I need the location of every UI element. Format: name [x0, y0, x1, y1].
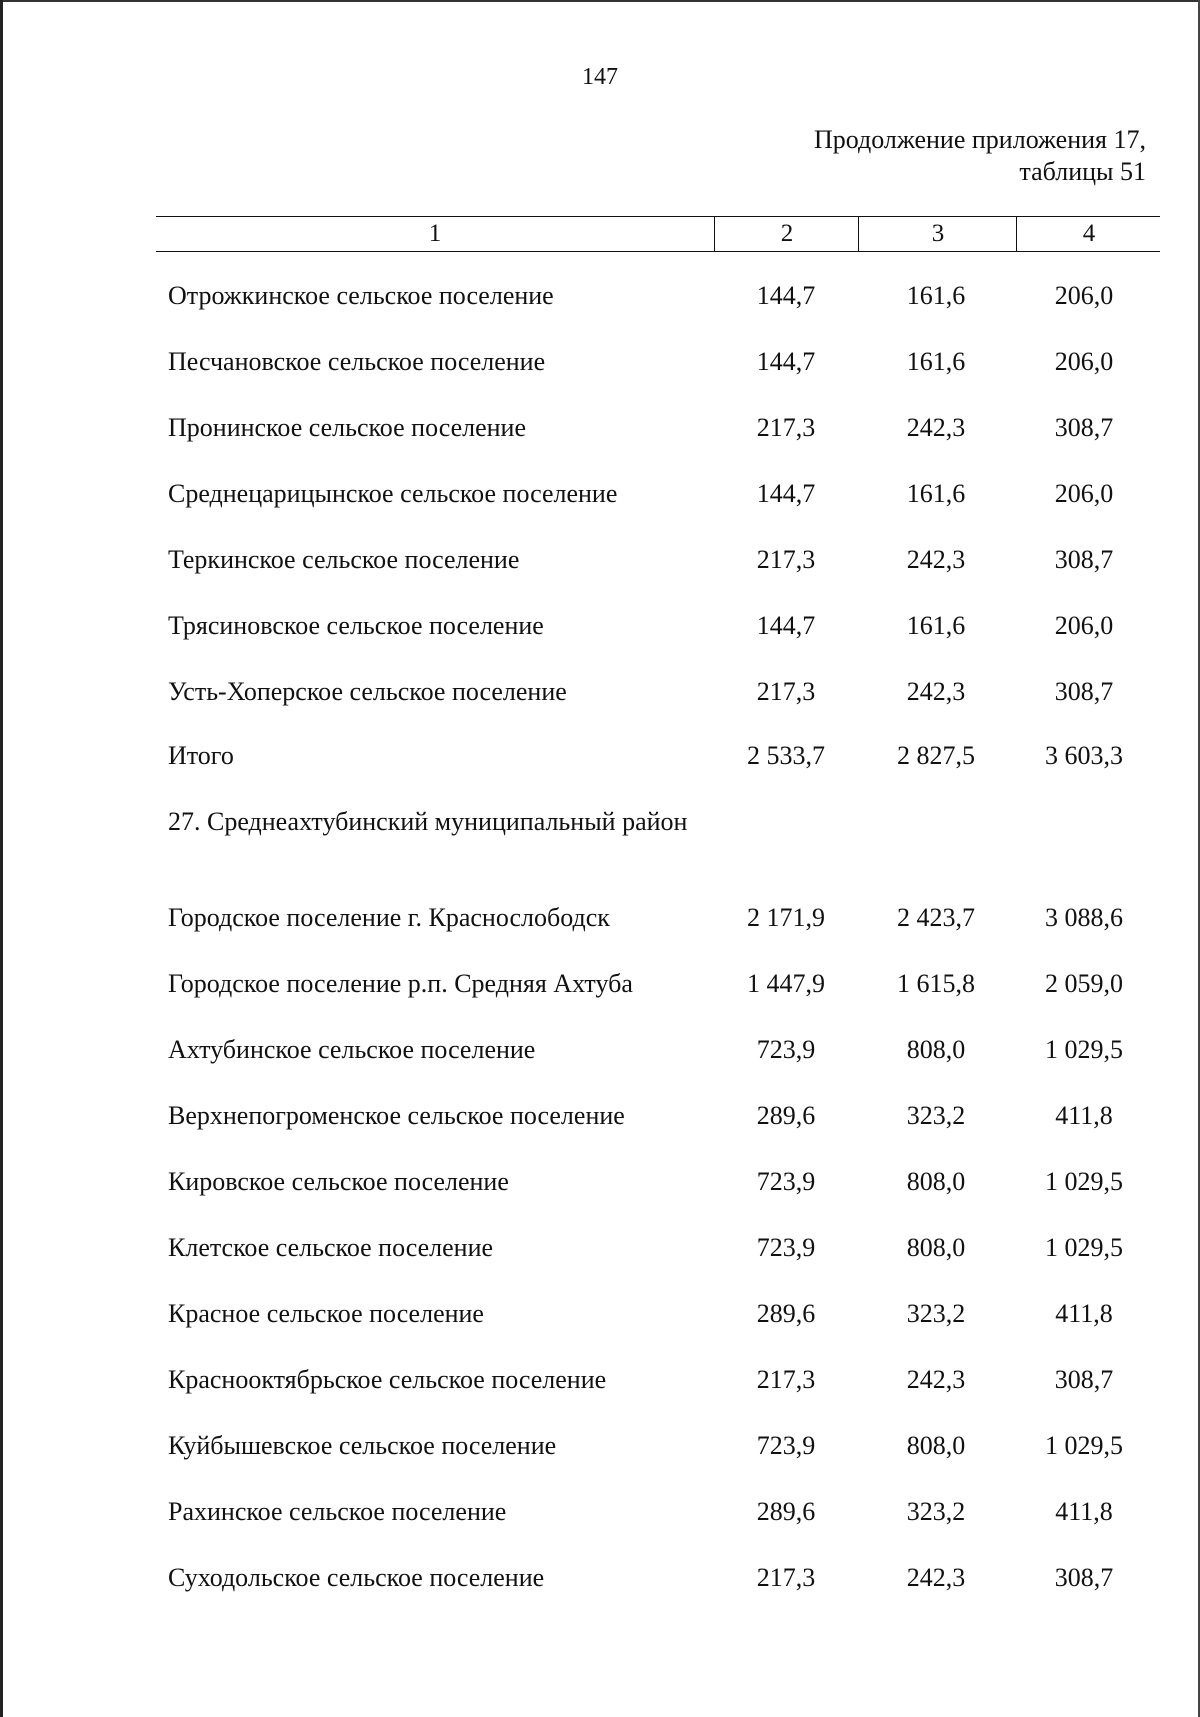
- value-col-3: 323,2: [906, 1101, 966, 1130]
- table-caption: [814, 124, 1146, 188]
- settlement-name: Куйбышевское сельское поселение: [168, 1431, 557, 1460]
- settlement-name: Рахинское сельское поселение: [168, 1497, 507, 1526]
- settlement-name: Суходольское сельское поселение: [168, 1563, 545, 1592]
- value-col-3: 808,0: [906, 1233, 966, 1262]
- value-col-2: 1 447,9: [747, 969, 825, 998]
- settlement-name: Пронинское сельское поселение: [168, 413, 527, 442]
- value-col-4: 206,0: [1054, 611, 1114, 640]
- value-col-2: 144,7: [756, 611, 816, 640]
- column-header-2: 2: [714, 217, 859, 251]
- value-col-2: 723,9: [756, 1167, 816, 1196]
- value-col-4: 1 029,5: [1045, 1233, 1123, 1262]
- value-col-4: 206,0: [1054, 347, 1114, 376]
- value-col-3: 1 615,8: [897, 969, 975, 998]
- value-col-2: 723,9: [756, 1431, 816, 1460]
- value-col-2: 289,6: [756, 1497, 816, 1526]
- total-col-3: 2 827,5: [897, 741, 975, 770]
- value-col-2: 144,7: [756, 479, 816, 508]
- value-col-3: 161,6: [906, 479, 966, 508]
- settlement-name: Усть-Хоперское сельское поселение: [168, 677, 567, 706]
- value-col-3: 242,3: [906, 413, 966, 442]
- value-col-4: 411,8: [1055, 1101, 1113, 1130]
- value-col-2: 2 171,9: [747, 903, 825, 932]
- value-col-4: 1 029,5: [1045, 1431, 1123, 1460]
- value-col-2: 289,6: [756, 1299, 816, 1328]
- settlement-name: Верхнепогроменское сельское поселение: [168, 1101, 625, 1130]
- settlement-name: Теркинское сельское поселение: [168, 545, 520, 574]
- value-col-4: 411,8: [1055, 1497, 1113, 1526]
- value-col-4: 308,7: [1054, 677, 1114, 706]
- settlement-name: Городское поселение г. Краснослободск: [168, 903, 610, 932]
- value-col-4: 206,0: [1054, 281, 1114, 310]
- page-number: 147: [582, 64, 618, 90]
- value-col-4: 308,7: [1054, 545, 1114, 574]
- total-col-2: 2 533,7: [747, 741, 825, 770]
- settlement-name: Песчановское сельское поселение: [168, 347, 546, 376]
- table-header: [156, 216, 1160, 252]
- value-col-2: 217,3: [756, 677, 816, 706]
- value-col-2: 723,9: [756, 1035, 816, 1064]
- value-col-4: 308,7: [1054, 1365, 1114, 1394]
- value-col-4: 308,7: [1054, 1563, 1114, 1592]
- value-col-4: 1 029,5: [1045, 1035, 1123, 1064]
- settlement-name: Красное сельское поселение: [168, 1299, 484, 1328]
- caption-line-1: Продолжение приложения 17,: [813, 125, 1146, 154]
- value-col-2: 217,3: [756, 545, 816, 574]
- value-col-2: 144,7: [756, 281, 816, 310]
- settlement-name: Среднецарицынское сельское поселение: [168, 479, 618, 508]
- settlement-name: Кировское сельское поселение: [168, 1167, 509, 1196]
- value-col-3: 323,2: [906, 1299, 966, 1328]
- value-col-3: 242,3: [906, 545, 966, 574]
- column-header-4: 4: [1016, 217, 1161, 251]
- value-col-3: 161,6: [906, 281, 966, 310]
- settlement-name: Городское поселение р.п. Средняя Ахтуба: [168, 969, 633, 998]
- value-col-4: 206,0: [1054, 479, 1114, 508]
- value-col-4: 2 059,0: [1045, 969, 1123, 998]
- column-header-1: 1: [428, 220, 442, 247]
- value-col-2: 217,3: [756, 413, 816, 442]
- value-col-4: 308,7: [1054, 413, 1114, 442]
- value-col-3: 242,3: [906, 1365, 966, 1394]
- settlement-name: Трясиновское сельское поселение: [168, 611, 544, 640]
- value-col-3: 161,6: [906, 347, 966, 376]
- settlement-name: Отрожкинское сельское поселение: [168, 281, 554, 310]
- settlement-name: Ахтубинское сельское поселение: [168, 1035, 536, 1064]
- value-col-3: 242,3: [906, 677, 966, 706]
- district-heading: 27. Среднеахтубинский муниципальный район: [168, 807, 688, 836]
- value-col-4: 411,8: [1055, 1299, 1113, 1328]
- value-col-2: 217,3: [756, 1365, 816, 1394]
- scan-border-top: [0, 0, 1200, 2]
- value-col-2: 217,3: [756, 1563, 816, 1592]
- value-col-3: 323,2: [906, 1497, 966, 1526]
- value-col-3: 161,6: [906, 611, 966, 640]
- total-col-4: 3 603,3: [1045, 741, 1123, 770]
- value-col-2: 144,7: [756, 347, 816, 376]
- column-header-3: 3: [858, 217, 1017, 251]
- settlement-name: Клетское сельское поселение: [168, 1233, 494, 1262]
- value-col-2: 289,6: [756, 1101, 816, 1130]
- scan-border-left: [0, 0, 3, 1717]
- value-col-3: 2 423,7: [897, 903, 975, 932]
- value-col-3: 808,0: [906, 1035, 966, 1064]
- total-label: Итого: [168, 741, 234, 770]
- value-col-4: 1 029,5: [1045, 1167, 1123, 1196]
- settlement-name: Краснооктябрьское сельское поселение: [168, 1365, 607, 1394]
- caption-line-2: таблицы 51: [1019, 157, 1146, 186]
- value-col-3: 808,0: [906, 1431, 966, 1460]
- value-col-3: 242,3: [906, 1563, 966, 1592]
- value-col-3: 808,0: [906, 1167, 966, 1196]
- value-col-2: 723,9: [756, 1233, 816, 1262]
- value-col-4: 3 088,6: [1045, 903, 1123, 932]
